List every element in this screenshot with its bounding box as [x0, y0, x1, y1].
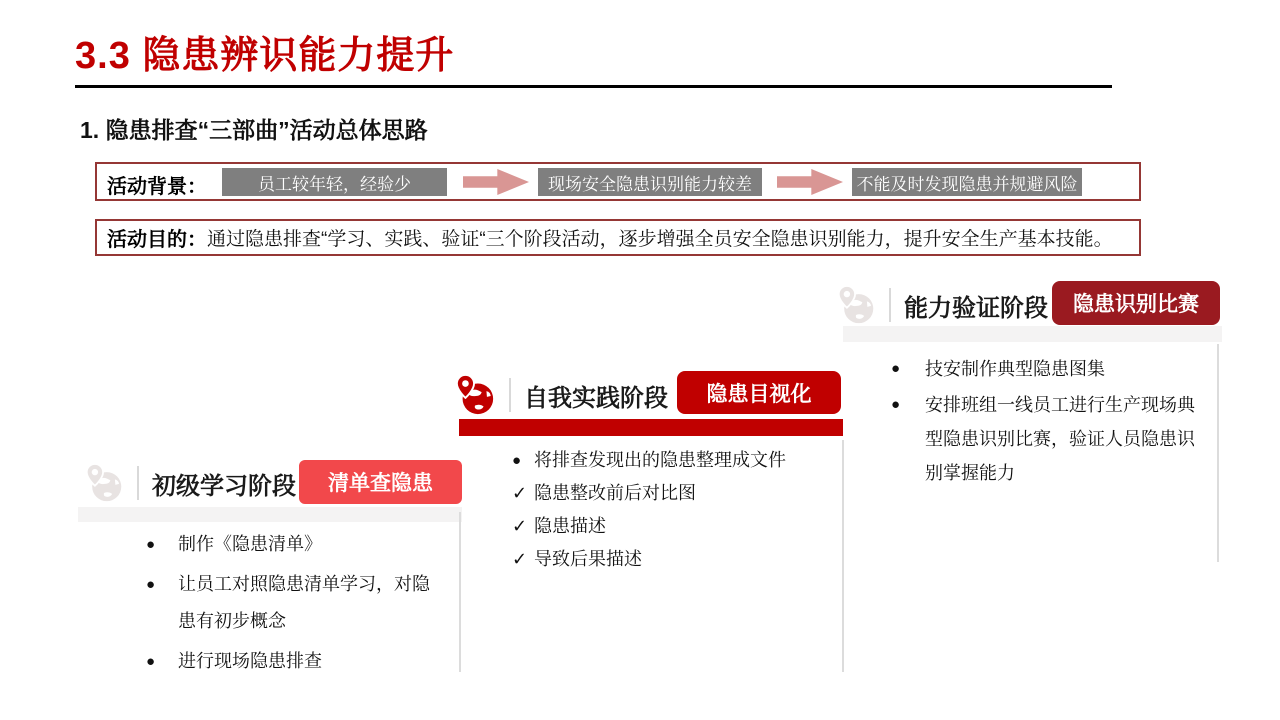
stage-1-title: 初级学习阶段: [152, 472, 296, 500]
list-item: [146, 526, 440, 563]
purpose-label: 活动目的：: [107, 229, 207, 251]
stage-1-badge: 清单查隐患: [299, 460, 462, 504]
list-item: [512, 510, 786, 543]
list-item-text: 安排班组一线员工进行生产现场典型隐患识别比赛，验证人员隐患识别掌握能力: [925, 395, 1195, 483]
stage-2-title: 自我实践阶段: [524, 384, 668, 412]
globe-pin-icon: [454, 374, 496, 416]
list-item-text: 制作《隐患清单》: [178, 534, 322, 554]
activity-background-panel: [95, 162, 1141, 201]
stage-3-column-divider: [1217, 344, 1219, 562]
bullet-icon: ●: [891, 396, 901, 413]
bullet-icon: ●: [512, 452, 522, 469]
background-step-2: 现场安全隐患识别能力较差: [538, 168, 762, 196]
page-title: 3.3 隐患辨识能力提升: [75, 35, 455, 77]
list-item-text: 进行现场隐患排查: [178, 651, 322, 671]
list-item: [146, 566, 440, 640]
list-item: [512, 444, 786, 477]
bullet-icon: ●: [146, 536, 156, 553]
section-heading: 1. 隐患排查“三部曲”活动总体思路: [80, 117, 428, 143]
list-item: [512, 477, 786, 510]
list-item-text: 将排查发现出的隐患整理成文件: [534, 450, 786, 470]
background-step-1: 员工较年轻，经验少: [222, 168, 447, 196]
header-divider: [889, 288, 891, 322]
arrow-right-icon: [777, 169, 843, 195]
globe-pin-icon: [84, 463, 124, 503]
stage-1-underbar: [78, 507, 462, 522]
list-item-text: 技安制作典型隐患图集: [925, 359, 1105, 379]
bullet-icon: ●: [146, 576, 156, 593]
purpose-text: 通过隐患排查“学习、实践、验证“三个阶段活动，逐步增强全员安全隐患识别能力，提升安全生产基本技能。: [207, 229, 1113, 250]
stage-1-column-divider: [459, 512, 461, 672]
stage-3-list: [891, 352, 1209, 492]
activity-purpose-panel: [95, 219, 1141, 256]
list-item: [891, 388, 1209, 490]
check-icon: ✓: [512, 483, 528, 503]
stage-2-list: [512, 444, 786, 576]
header-divider: [137, 466, 139, 500]
stage-2-header: [454, 372, 668, 418]
stage-3-badge: 隐患识别比赛: [1052, 281, 1220, 325]
stage-2-underbar: [459, 419, 843, 436]
list-item-text: 隐患整改前后对比图: [534, 483, 696, 503]
list-item-text: 导致后果描述: [534, 549, 642, 569]
list-item: [146, 643, 440, 680]
stage-1-list: [146, 526, 440, 683]
header-divider: [509, 378, 511, 412]
background-label: 活动背景：: [107, 176, 207, 198]
stage-2-column-divider: [842, 440, 844, 672]
check-icon: ✓: [512, 549, 528, 569]
stage-3-header: [836, 282, 1048, 328]
list-item: [891, 352, 1209, 386]
globe-pin-icon: [836, 285, 876, 325]
stage-3-title: 能力验证阶段: [904, 294, 1048, 322]
background-step-3: 不能及时发现隐患并规避风险: [852, 168, 1082, 196]
check-icon: ✓: [512, 516, 528, 536]
arrow-right-icon: [463, 169, 529, 195]
list-item-text: 隐患描述: [534, 516, 606, 536]
list-item-text: 让员工对照隐患清单学习，对隐患有初步概念: [178, 574, 430, 631]
bullet-icon: ●: [891, 360, 901, 377]
stage-2-badge: 隐患目视化: [677, 371, 841, 414]
bullet-icon: ●: [146, 653, 156, 670]
list-item: [512, 543, 786, 576]
stage-3-underbar: [843, 326, 1222, 342]
title-underline: [75, 85, 1112, 88]
stage-1-header: [84, 460, 296, 506]
